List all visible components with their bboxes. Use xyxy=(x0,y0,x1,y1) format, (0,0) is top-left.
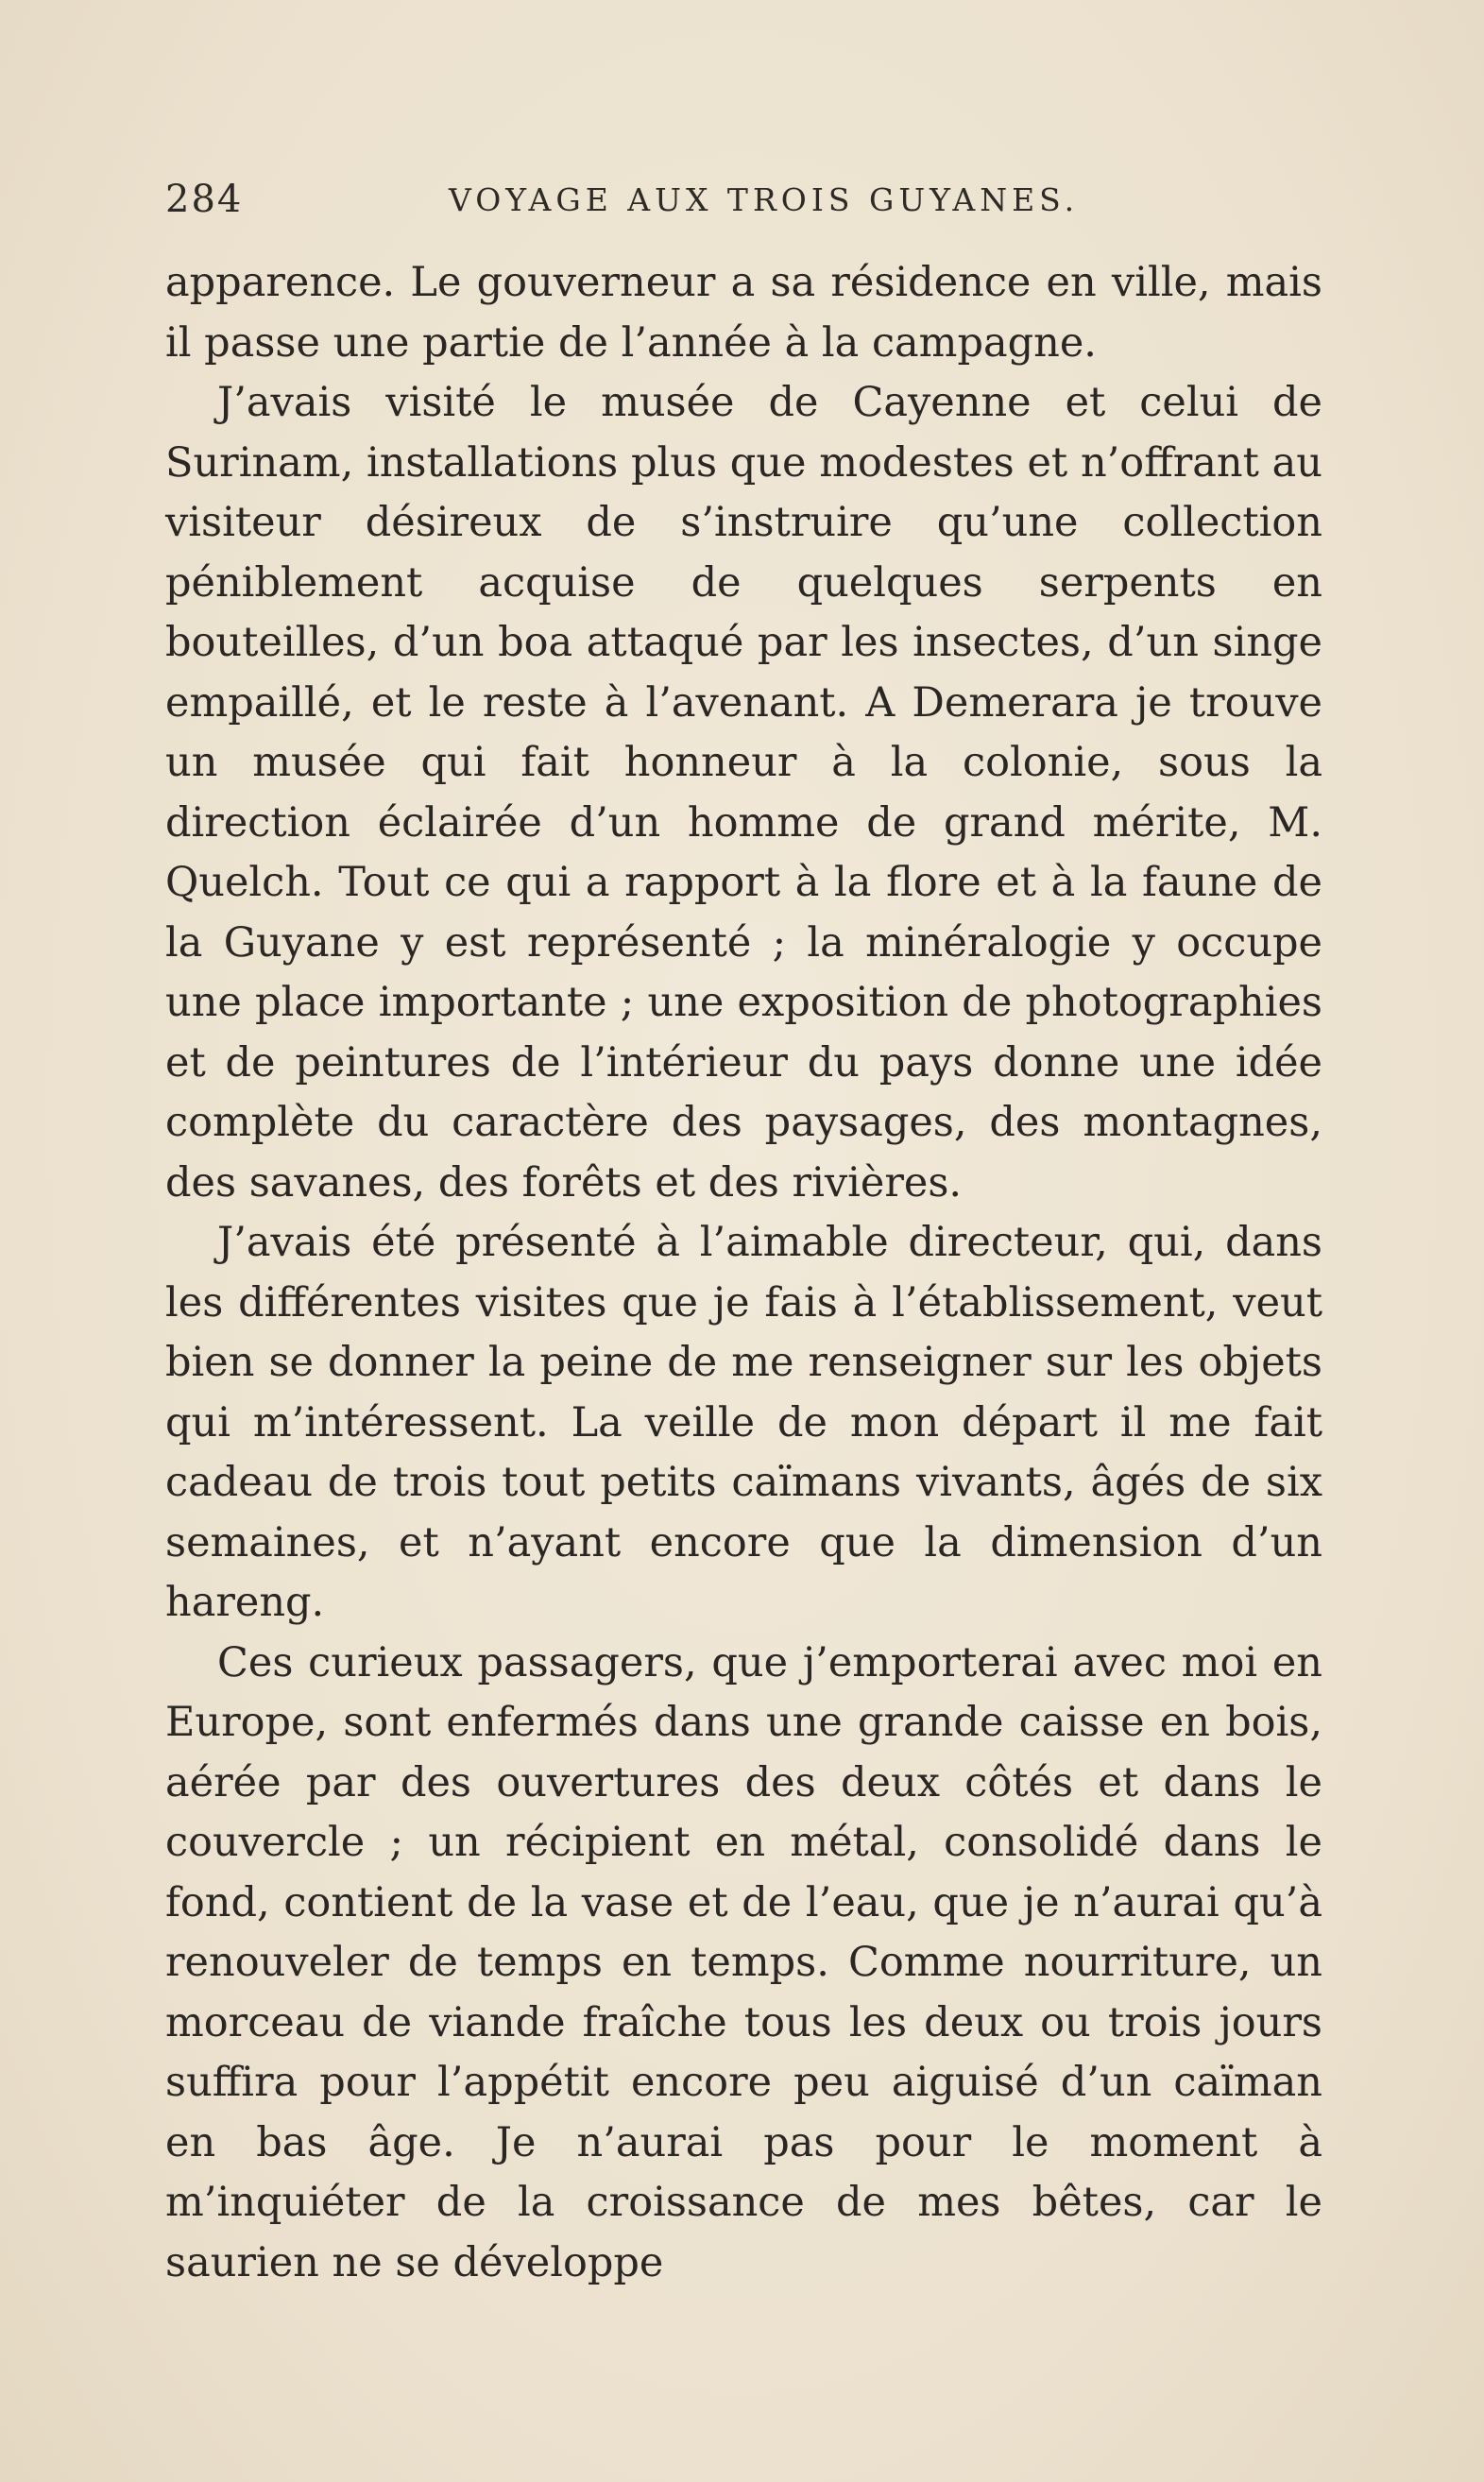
paragraph: J’avais été présenté à l’aimable directeur, qui, dans les différentes visites que je fais à l’établissement, veut bien se donner la peine de me renseigner sur les objets qui m’intéressent. La veille de mon départ il me fait cadeau de trois tout petits caïmans vivants, âgés de six semaines, et n’ayant encore que la dimension d’un hareng. xyxy=(165,1219,1322,1626)
paragraph: apparence. Le gouverneur a sa résidence en ville, mais il passe une partie de l’année à la campagne. xyxy=(165,259,1322,367)
page-header xyxy=(165,178,1313,234)
running-head: VOYAGE AUX TROIS GUYANES. xyxy=(449,181,1080,218)
paragraph: Ces curieux passagers, que j’emporterai avec moi en Europe, sont enfermés dans une grande caisse en bois, aérée par des ouvertures des deux côtés et dans le couvercle ; un récipient en métal, consolidé dans le fond, contient de la vase et de l’eau, que je n’aurai qu’à renouveler de temps en temps. Comme nourriture, un morceau de viande fraîche tous les deux ou trois jours suffira pour l’appétit encore peu aiguisé d’un caïman en bas âge. Je n’aurai pas pour le moment à m’inquiéter de la croissance de mes bêtes, car le saurien ne se développe xyxy=(165,1638,1322,2286)
body-text xyxy=(165,253,1322,2293)
page-number: 284 xyxy=(165,178,244,221)
paragraph: J’avais visité le musée de Cayenne et celui de Surinam, installations plus que modestes et n’offrant au visiteur désireux de s’instruire qu’une collection péniblement acquise de quelques serpents en bouteilles, d’un boa attaqué par les insectes, d’un singe empaillé, et le reste à l’avenant. A Demerara je trouve un musée qui fait honneur à la colonie, sous la direction éclairée d’un homme de grand mérite, M. Quelch. Tout ce qui a rapport à la flore et à la faune de la Guyane y est représenté ; la minéralogie y occupe une place importante ; une exposition de photographies et de peintures de l’intérieur du pays donne une idée complète du caractère des paysages, des montagnes, des savanes, des forêts et des rivières. xyxy=(165,379,1322,1207)
